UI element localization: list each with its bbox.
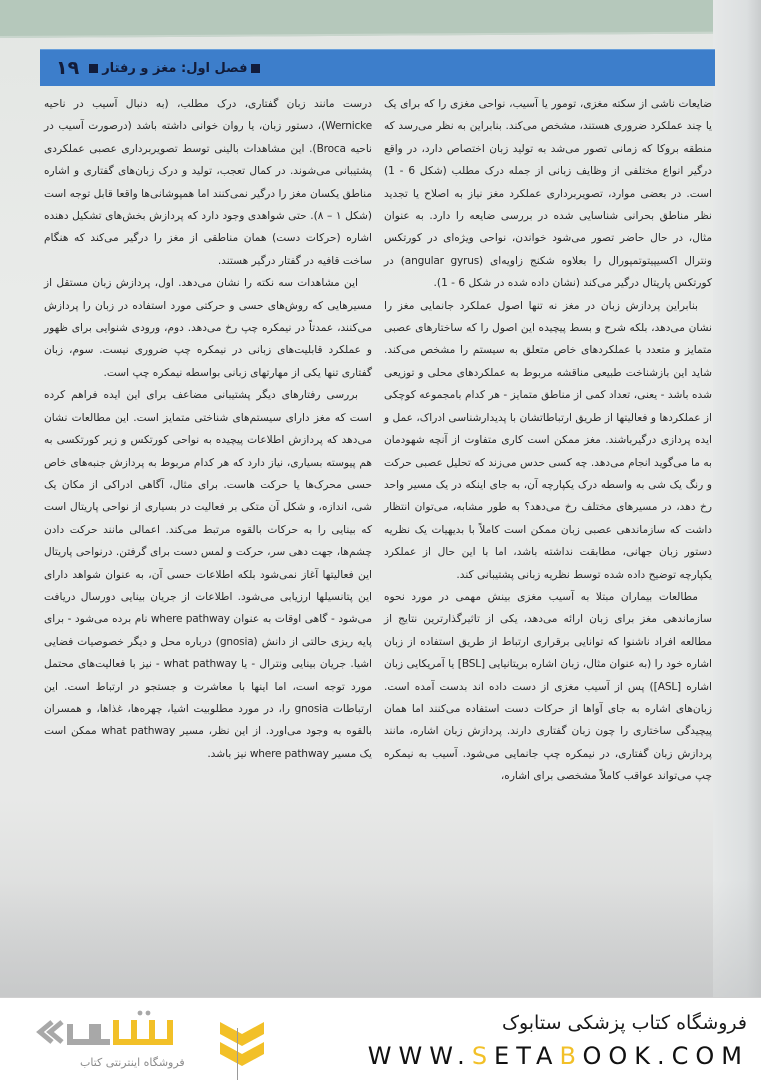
paragraph: بنابراین پردازش زبان در مغز نه تنها اصول عملکرد جانمایی مغز را نشان می‌دهد، بلکه شرح و بسط پیچیده این اصول را که ساختارهای عصبی متمایز و متعدد با عملکردهای خاص متعلق به سیستم را مشخص می‌کند. شاید این بازشناخت طبیعی مناقشه مربوط به عملکردهای محلی و توزیعی شده باشد - یعنی، تعداد کمی از مناطق متمایز - هر کدام بامجموعه کوچکی از عملکردها و فعالیتها از طریق ارتباطاتشان با پدیدارشناسی ادراک، عمل و ایده پردازی درگیرباشند. مغز ممکن است کاری متفاوت از آنچه شهودمان به ما می‌گوید انجام می‌دهد. چه کسی حدس می‌زند که تحلیل عصبی حرکت و رنگ یک شی به واسطه درک یکپارچه آن، به جای اینکه در یک مسیر واحد رخ دهد، در مسیرهای مختلف رخ می‌دهد؟ به طور مشابه، می‌توان انتظار داشت که سازماندهی عصبی زبان ممکن است کاملاً با بدیهیات یک نظریه دستور زبان جهانی، مطابقت نداشته باشد، اما با این حال از عملکرد یکپارچه توضیح داده شده توسط نظریه زبانی پشتیبانی کند.: [384, 299, 712, 581]
chapter-title: فصل اول: مغز و رفتار: [102, 60, 248, 76]
paragraph: درست مانند زبان گفتاری، درک مطلب، (به دنبال آسیب در ناحیه Wernicke)، دستور زبان، یا روان خوانی داشته باشد (درصورت آسیب در ناحیه Broca). این مشاهدات بالینی توسط تصویربرداری عصبی عملکردی پشتیبانی می‌شوند. در کمال تعجب، تولید و درک زبان‌های گفتاری و اشاره مناطق یکسان مغز را درگیر نمی‌کنند اما همپوشانی‌ها واقعا قابل توجه است (شکل ۱ – ۸). حتی شواهدی وجود دارد که پردازش بخش‌های تشکیل دهنده اشاره (حرکات دست) همان مناطقی از مغز را درگیر می‌کند که هنگام ساخت قافیه در گفتار درگیر هستند.: [44, 98, 372, 267]
setabook-logo: [30, 1008, 270, 1074]
page-shadow: [0, 880, 761, 997]
square-bullet-icon: [251, 64, 260, 73]
running-header: [40, 49, 715, 86]
paragraph: این مشاهدات سه نکته را نشان می‌دهد. اول، پردازش زبان مستقل از مسیرهایی که روش‌های حسی و حرکتی مورد استفاده در زبان را پردازش می‌کنند، عمدتاً در نیمکره چپ رخ می‌دهد. دوم، ورودی شنوایی برای ظهور و عملکرد قابلیت‌های زبانی در نیمکره چپ ضروری نیست. سوم، زبان گفتاری تنها یکی از مهارتهای زبانی بواسطه نیمکره چپ است.: [44, 277, 372, 379]
page-number: ۱۹: [56, 57, 80, 79]
text-column-right: [384, 93, 712, 788]
store-name: فروشگاه کتاب پزشکی ستابوک: [501, 1012, 747, 1034]
url-part-highlight: B: [559, 1042, 583, 1070]
book-cover-edge: [0, 0, 715, 38]
text-column-left: [44, 93, 372, 765]
url-part: OOK.COM: [582, 1042, 749, 1070]
page-right-edge: [713, 0, 761, 997]
store-watermark-banner: [0, 997, 761, 1081]
logo-divider: [237, 1028, 238, 1080]
url-part-highlight: S: [471, 1042, 495, 1070]
url-part: ETA: [494, 1042, 560, 1070]
square-bullet-icon: [89, 64, 98, 73]
store-url[interactable]: [368, 1042, 749, 1070]
url-part: WWW.: [367, 1042, 472, 1070]
paragraph: ضایعات ناشی از سکته مغزی، تومور یا آسیب، نواحی مغزی را که برای یک یا چند عملکرد ضروری هستند، مشخص می‌کند. بنابراین به نظر می‌رسد که منطقه بروکا که زمانی تصور می‌شد به تولید زبان اختصاص دارد، در واقع درگیر انواع مختلفی از وظایف زبانی از جمله درک مطلب (شکل 6 - 1) است. در بعضی موارد، تصویربرداری عملکرد مغز نیاز به اصلاح یا تجدید نظر مناطق بحرانی شناسایی شده در بررسی ضایعه را دارد. به عنوان مثال، در حال حاضر تصور می‌شود خواندن، نواحی ویژه‌ای در کورتکس ونترال اکسیپیتوتمپورال را بعلاوه شکنج زاویه‌ای (angular gyrus) در کورتکس پاریتال درگیر می‌کند (نشان داده شده در شکل 6 - 1).: [384, 98, 712, 290]
paragraph: مطالعات بیماران مبتلا به آسیب مغزی بینش مهمی در مورد نحوه سازماندهی مغز برای زبان ارائه می‌دهد، یکی از تاثیرگذارترین نتایج از مطالعه افراد ناشنوا که توانایی برقراری ارتباط از طریق استفاده از زبان اشاره خود را (به عنوان مثال، زبان اشاره بریتانیایی [BSL] یا آمریکایی زبان اشاره [ASL]) پس از آسیب مغزی از دست داده اند بدست آمده است. زبان‌های اشاره به جای آواها از حرکات دست استفاده می‌کنند اما همان پیچیدگی ساختاری را چون زبان گفتاری دارند. پردازش زبان اشاره، مانند پردازش زبان گفتاری، در نیمکره چپ جانمایی می‌شود. آسیب به نیمکره چپ می‌تواند عواقب کاملاً مشخصی برای اشاره،: [384, 590, 712, 783]
logo-subtitle: فروشگاه اینترنتی کتاب: [80, 1056, 185, 1069]
paragraph: بررسی رفتارهای دیگر پشتیبانی مضاعف برای این ایده فراهم کرده است که مغز دارای سیستم‌های شناختی متمایز است. این مطالعات نشان می‌دهد که پردازش اطلاعات پیچیده به نواحی کورتکس و زیر کورتکسی به هم پیوسته بسیاری، نیاز دارد که هر کدام مربوط به پردازش جنبه‌های خاص حسی محرک‌ها یا حرکت هاست. برای مثال، آگاهی ادراکی از مکان یک شی، اندازه، و شکل آن متکی بر فعالیت در بسیاری از نواحی پاریتال است که بینایی را به حرکات بالقوه مرتبط می‌کند. اعمالی مانند حرکت دادن چشم‌ها، جهت دهی سر، حرکت و لمس دست برای گرفتن. درنواحی پاریتال این فعالیتها آغاز نمی‌شود بلکه اطلاعات حسی آن، به عنوان شواهد دارای این پتانسیلها ارزیابی می‌شود. اطلاعات از جریان بینایی دورسال دریافت می‌شود - گاهی اوقات به عنوان where pathway نام برده می‌شود - برای پایه ریزی حالتی از دانش (gnosia) درباره محل و دیگر خصوصیات فضایی اشیا. جریان بینایی ونترال - یا what pathway - نیز با فعالیت‌های محتمل مورد توجه است، اما اینها با معاشرت و جستجو در ارتباط است. این ارتباطات gnosia را، در مورد مطلوبیت اشیا، چهره‌ها، غذاها، و همسران بالقوه به وجود می‌اورد. از این نظر، مسیر what pathway ممکن است یک مسیر where pathway نیز باشد.: [44, 389, 373, 760]
